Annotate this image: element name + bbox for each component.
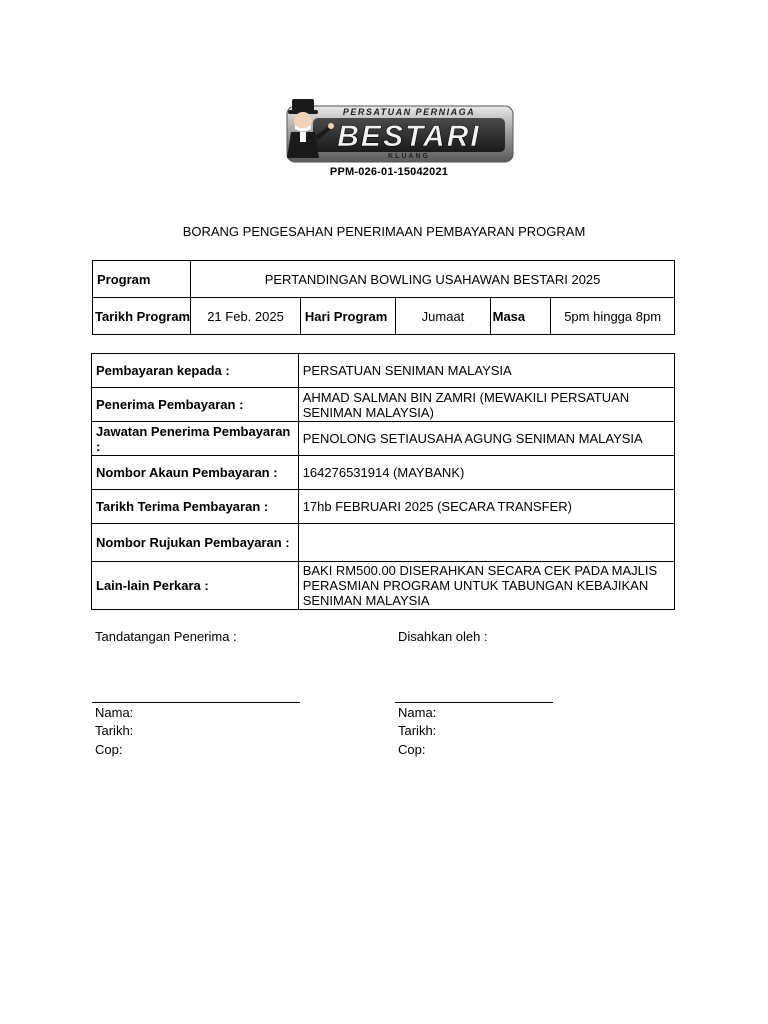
approver-stamp-label: Cop: xyxy=(398,742,426,757)
program-label: Program xyxy=(93,261,191,298)
program-day-label: Hari Program xyxy=(300,298,395,335)
program-time-label: Masa xyxy=(490,298,551,335)
reference-number-label: Nombor Rujukan Pembayaran : xyxy=(92,524,299,562)
approver-name-label: Nama: xyxy=(398,705,437,720)
recipient-date-label: Tarikh: xyxy=(95,723,134,738)
program-day-value: Jumaat xyxy=(396,298,490,335)
svg-text:BESTARI: BESTARI xyxy=(337,120,481,153)
recipient-value: AHMAD SALMAN BIN ZAMRI (MEWAKILI PERSATUAN SENIMAN MALAYSIA) xyxy=(298,388,674,422)
table-row xyxy=(92,354,675,388)
table-row xyxy=(93,261,675,298)
recipient-label: Penerima Pembayaran : xyxy=(92,388,299,422)
form-title: BORANG PENGESAHAN PENERIMAAN PEMBAYARAN PROGRAM xyxy=(182,224,586,239)
table-row xyxy=(92,562,675,610)
receipt-date-label: Tarikh Terima Pembayaran : xyxy=(92,490,299,524)
svg-text:PERSATUAN PERNIAGA: PERSATUAN PERNIAGA xyxy=(342,107,476,117)
recipient-signature-line xyxy=(92,702,300,703)
program-details-table xyxy=(92,260,675,335)
table-row xyxy=(93,298,675,335)
registration-number: PPM-026-01-15042021 xyxy=(329,166,449,178)
payment-details-table xyxy=(91,353,675,610)
program-date-label: Tarikh Program xyxy=(93,298,191,335)
table-row xyxy=(92,422,675,456)
table-row xyxy=(92,456,675,490)
program-date-value: 21 Feb. 2025 xyxy=(191,298,301,335)
account-number-label: Nombor Akaun Pembayaran : xyxy=(92,456,299,490)
recipient-stamp-label: Cop: xyxy=(95,742,123,757)
recipient-name-label: Nama: xyxy=(95,705,134,720)
account-number-value: 164276531914 (MAYBANK) xyxy=(298,456,674,490)
table-row xyxy=(92,388,675,422)
other-matters-label: Lain-lain Perkara : xyxy=(92,562,299,610)
program-time-value: 5pm hingga 8pm xyxy=(551,298,675,335)
pay-to-value: PERSATUAN SENIMAN MALAYSIA xyxy=(298,354,674,388)
pay-to-label: Pembayaran kepada : xyxy=(92,354,299,388)
approver-signature-line xyxy=(395,702,553,703)
recipient-position-value: PENOLONG SETIAUSAHA AGUNG SENIMAN MALAYSIA xyxy=(298,422,674,456)
program-value: PERTANDINGAN BOWLING USAHAWAN BESTARI 2025 xyxy=(191,261,675,298)
approved-by-heading: Disahkan oleh : xyxy=(398,629,488,644)
table-row xyxy=(92,490,675,524)
table-row xyxy=(92,524,675,562)
other-matters-value: BAKI RM500.00 DISERAHKAN SECARA CEK PADA MAJLIS PERASMIAN PROGRAM UNTUK TABUNGAN KEBAJIKAN SENIMAN MALAYSIA xyxy=(298,562,674,610)
recipient-signature-heading: Tandatangan Penerima : xyxy=(95,629,237,644)
receipt-date-value: 17hb FEBRUARI 2025 (SECARA TRANSFER) xyxy=(298,490,674,524)
recipient-position-label: Jawatan Penerima Pembayaran : xyxy=(92,422,299,456)
svg-text:KLUANG: KLUANG xyxy=(388,153,430,160)
approver-date-label: Tarikh: xyxy=(398,723,437,738)
reference-number-value xyxy=(298,524,674,562)
